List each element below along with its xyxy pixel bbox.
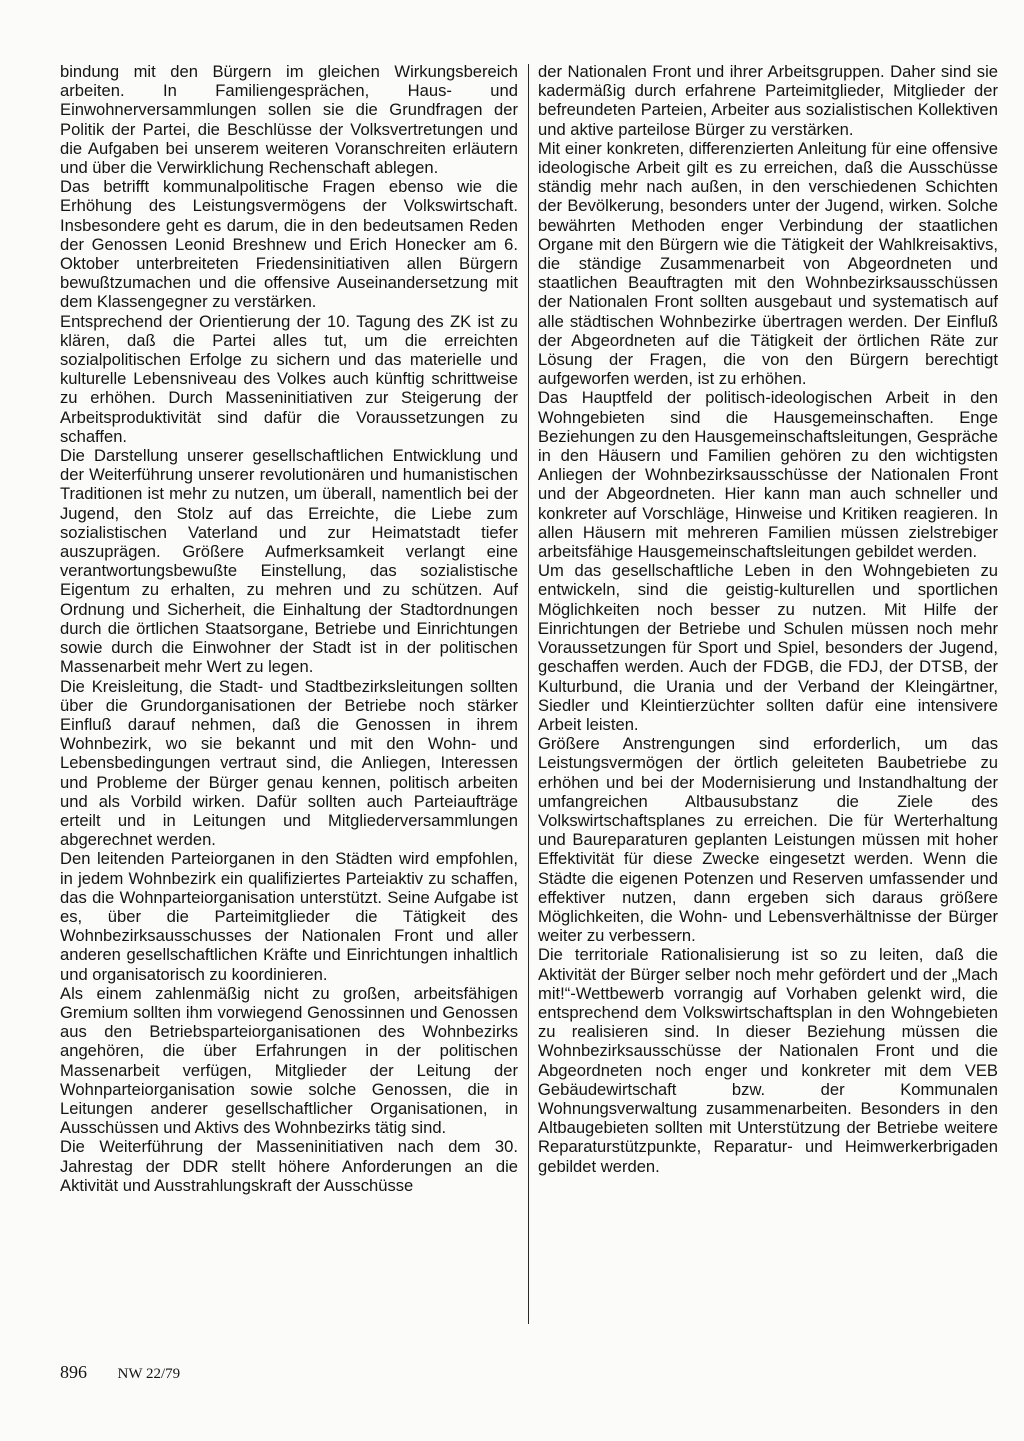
paragraph: Die Weiterführung der Masseninitiativen nach dem 30. Jahrestag der DDR stellt höhere Anforderungen an die Aktivität und Ausstrahlungskraft der Ausschüsse [60, 1137, 518, 1195]
paragraph: Die Kreisleitung, die Stadt- und Stadtbezirksleitungen sollten über die Grundorganisationen der Betriebe noch stärker Einfluß darauf nehmen, daß die Genossen in ihrem Wohnbezirk, wo sie bekannt und mit den Wohn- und Lebensbedingungen vertraut sind, die Anliegen, Interessen und Probleme der Bürger genau kennen, politisch arbeiten und als Vorbild wirken. Dafür sollten auch Parteiaufträge erteilt und in Leitungen und Mitgliederversammlungen abgerechnet werden. [60, 676, 518, 850]
paragraph: Entsprechend der Orientierung der 10. Tagung des ZK ist zu klären, daß die Partei alles tut, um die erreichten sozialpolitischen Erfolge zu sichern und das materielle und kulturelle Lebensniveau des Volkes auch künftig schrittweise zu erhöhen. Durch Masseninitiativen zur Steigerung der Arbeitsproduktivität sind dafür die Voraussetzungen zu schaffen. [60, 311, 518, 446]
page-number: 896 [60, 1362, 87, 1382]
paragraph: Die Darstellung unserer gesellschaftlichen Entwicklung und der Weiterführung unserer revolutionären und humanistischen Traditionen ist mehr zu nutzen, um überall, namentlich bei der Jugend, den Stolz auf das Erreichte, die Liebe zum sozialistischen Vaterland und zur Heimatstadt tiefer auszuprägen. Größere Aufmerksamkeit verlangt eine verantwortungsbewußte Einstellung, das sozialistische Eigentum zu erhalten, zu mehren und zu schützen. Auf Ordnung und Sicherheit, die Einhaltung der Stadtordnungen durch die örtlichen Staatsorgane, Betriebe und Einrichtungen sowie durch die Einwohner der Stadt ist in der politischen Massenarbeit mehr Wert zu legen. [60, 446, 518, 677]
paragraph: Mit einer konkreten, differenzierten Anleitung für eine offensive ideologische Arbeit gilt es zu erreichen, daß die Ausschüsse ständig mehr nach außen, in den verschiedenen Schichten der Bevölkerung, besonders unter der Jugend, wirken. Solche bewährten Methoden enger Verbindung der staatlichen Organe mit den Bürgern wie die Tätigkeit der Wahlkreisaktivs, die ständige Zusammenarbeit von Abgeordneten und staatlichen Beauftragten mit den Wohnbezirksausschüssen der Nationalen Front sollten ausgebaut und systematisch auf alle städtischen Wohnbezirke übertragen werden. Der Einfluß der Abgeordneten auf die Tätigkeit der örtlichen Räte zur Lösung der Fragen, die von den Bürgern berechtigt aufgeworfen werden, ist zu erhöhen. [538, 138, 998, 389]
left-column [60, 62, 518, 1195]
issue-label: NW 22/79 [117, 1366, 181, 1382]
paragraph: Das Hauptfeld der politisch-ideologischen Arbeit in den Wohngebieten sind die Hausgemeinschaften. Enge Beziehungen zu den Hausgemeinschaftsleitungen, Gespräche in den Häusern und Familien gehören zu den wichtigsten Anliegen der Wohnbezirksausschüsse der Nationalen Front und der Abgeordneten. Hier kann man auch schneller und konkreter auf Vorschläge, Hinweise und Kritiken reagieren. In allen Häusern mit mehreren Familien müssen zielstrebiger arbeitsfähige Hausgemeinschaftsleitungen gebildet werden. [538, 388, 998, 562]
right-column [538, 62, 998, 1176]
column-divider [528, 64, 529, 1324]
paragraph: Die territoriale Rationalisierung ist so zu leiten, daß die Aktivität der Bürger selber noch mehr gefördert und der „Mach mit!“-Wettbewerb vorrangig auf Vorhaben gelenkt wird, die entsprechend dem Volkswirtschaftsplan in den Wohngebieten zu realisieren sind. In dieser Beziehung müssen die Wohnbezirksausschüsse der Nationalen Front und die Abgeordneten noch enger und konkreter mit dem VEB Gebäudewirtschaft bzw. der Kommunalen Wohnungsverwaltung zusammenarbeiten. Besonders in den Altbaugebieten sollten mit Unterstützung der Betriebe weitere Reparaturstützpunkte, Reparatur- und Heimwerkerbrigaden gebildet werden. [538, 945, 998, 1176]
paragraph: Das betrifft kommunalpolitische Fragen ebenso wie die Erhöhung des Leistungsvermögens der Volkswirtschaft. Insbesondere geht es darum, die in den bedeutsamen Reden der Genossen Leonid Breshnew und Erich Honecker am 6. Oktober unterbreiteten Friedensinitiativen allen Bürgern bewußtzumachen und die offensive Auseinandersetzung mit dem Klassengegner zu verstärken. [60, 177, 518, 312]
paragraph: Den leitenden Parteiorganen in den Städten wird empfohlen, in jedem Wohnbezirk ein qualifiziertes Parteiaktiv zu schaffen, das die Wohnparteiorganisation unterstützt. Seine Aufgabe ist es, über die Parteimitglieder die Tätigkeit des Wohnbezirksausschusses der Nationalen Front und aller anderen gesellschaftlichen Kräfte und Einrichtungen inhaltlich und organisatorisch zu koordinieren. [60, 849, 518, 984]
paragraph: bindung mit den Bürgern im gleichen Wirkungsbereich arbeiten. In Familiengesprächen, Haus- und Einwohnerversammlungen sollen sie die Grundfragen der Politik der Partei, die Beschlüsse der Volksvertretungen und die Aufgaben bei unserem weiteren Voranschreiten erläutern und über die Verwirklichung Rechenschaft ablegen. [60, 62, 518, 178]
paragraph: der Nationalen Front und ihrer Arbeitsgruppen. Daher sind sie kadermäßig durch erfahrene Parteimitglieder, Mitglieder der befreundeten Parteien, Arbeiter aus sozialistischen Kollektiven und aktive parteilose Bürger zu verstärken. [538, 62, 998, 139]
page-footer [60, 1362, 180, 1383]
paragraph: Größere Anstrengungen sind erforderlich, um das Leistungsvermögen der örtlich geleiteten Baubetriebe zu erhöhen und bei der Modernisierung und Instandhaltung der umfangreichen Altbausubstanz die Ziele des Volkswirtschaftsplanes zu erreichen. Die für Werterhaltung und Baureparaturen geplanten Leistungen müssen mit hoher Effektivität für diese Zwecke eingesetzt werden. Wenn die Städte die eigenen Potenzen und Reserven umfassender und effektiver nutzen, dann ergeben sich daraus größere Möglichkeiten, die Wohn- und Lebensverhältnisse der Bürger weiter zu verbessern. [538, 734, 998, 946]
paragraph: Um das gesellschaftliche Leben in den Wohngebieten zu entwickeln, sind die geistig-kulturellen und sportlichen Möglichkeiten noch besser zu nutzen. Mit Hilfe der Einrichtungen der Betriebe und Schulen müssen noch mehr Voraussetzungen für Sport und Spiel, besonders der Jugend, geschaffen werden. Auch der FDGB, die FDJ, der DTSB, der Kulturbund, die Urania und der Verband der Kleingärtner, Siedler und Kleintierzüchter sollten dafür eine intensivere Arbeit leisten. [538, 561, 998, 734]
paragraph: Als einem zahlenmäßig nicht zu großen, arbeitsfähigen Gremium sollten ihm vorwiegend Genossinnen und Genossen aus den Betriebsparteiorganisationen des Wohnbezirks angehören, die über Erfahrungen in der politischen Massenarbeit verfügen, Mitglieder der Leitung der Wohnparteiorganisation sowie solche Genossen, die in Leitungen anderer gesellschaftlicher Organisationen, in Ausschüssen und Aktivs des Wohnbezirks tätig sind. [60, 983, 518, 1138]
